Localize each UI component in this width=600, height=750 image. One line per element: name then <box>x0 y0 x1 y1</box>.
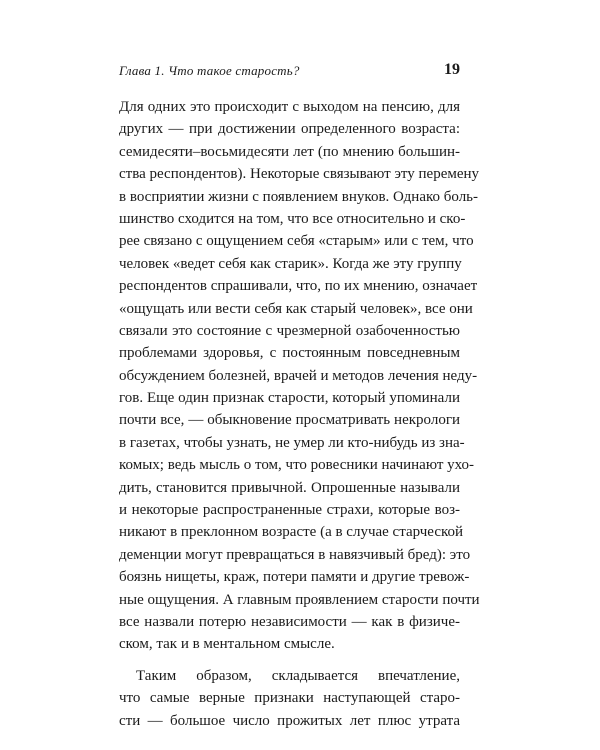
text-line: рее связано с ощущением себя «старым» или с тем, что <box>119 233 474 250</box>
text-line: респондентов спрашивали, что, по их мнению, означает <box>119 278 478 295</box>
text-line: Таким образом, складывается впечатление, <box>136 667 460 684</box>
text-line: ные ощущения. А главным проявлением старости почти <box>119 591 480 608</box>
text-line: «ощущать или вести себя как старый человек», все они <box>119 300 473 317</box>
text-line: связали это состояние с чрезмерной озабоченностью <box>119 322 460 339</box>
text-line: и некоторые распространенные страхи, которые воз- <box>119 502 460 519</box>
paragraph-gap <box>119 656 460 665</box>
page-number: 19 <box>444 61 460 78</box>
text-line: проблемами здоровья, с постоянным повседневным <box>119 345 460 362</box>
text-line: почти все, — обыкновение просматривать некрологи <box>119 412 460 429</box>
body-text <box>119 96 480 732</box>
text-line: в газетах, чтобы узнать, не умер ли кто-нибудь из зна- <box>119 434 465 451</box>
text-line: боязнь нищеты, краж, потери памяти и другие тревож- <box>119 569 470 586</box>
text-line: никают в преклонном возрасте (а в случае старческой <box>119 524 464 541</box>
text-line: в восприятии жизни с появлением внуков. Однако боль- <box>119 188 479 205</box>
text-line: семидесяти–восьмидесяти лет (по мнению большин- <box>119 143 460 160</box>
paragraph-2 <box>119 665 460 732</box>
text-line: шинство сходится на том, что все относительно и ско- <box>119 210 466 227</box>
text-line: обсуждением болезней, врачей и методов лечения неду- <box>119 367 478 384</box>
running-head <box>119 61 460 81</box>
paragraph-1 <box>119 96 480 656</box>
text-line: гов. Еще один признак старости, который упоминали <box>119 390 460 407</box>
text-line: других — при достижении определенного возраста: <box>119 121 460 138</box>
text-line: все назвали потерю независимости — как в физиче- <box>119 613 460 630</box>
text-line: ском, так и в ментальном смысле. <box>119 636 335 653</box>
text-line: деменции могут превращаться в навязчивый бред): это <box>119 546 471 563</box>
chapter-running-title: Глава 1. Что такое старость? <box>119 63 300 78</box>
text-line: что самые верные признаки наступающей старо- <box>119 690 460 707</box>
text-line: дить, становится привычной. Опрошенные называли <box>119 479 460 496</box>
text-line: человек «ведет себя как старик». Когда же эту группу <box>119 255 462 272</box>
text-line: сти — большое число прожитых лет плюс утрата <box>119 712 460 729</box>
text-line: ства респондентов). Некоторые связывают эту перемену <box>119 166 480 183</box>
text-line: Для одних это происходит с выходом на пенсию, для <box>119 99 460 115</box>
text-line: комых; ведь мысль о том, что ровесники начинают ухо- <box>119 457 475 474</box>
